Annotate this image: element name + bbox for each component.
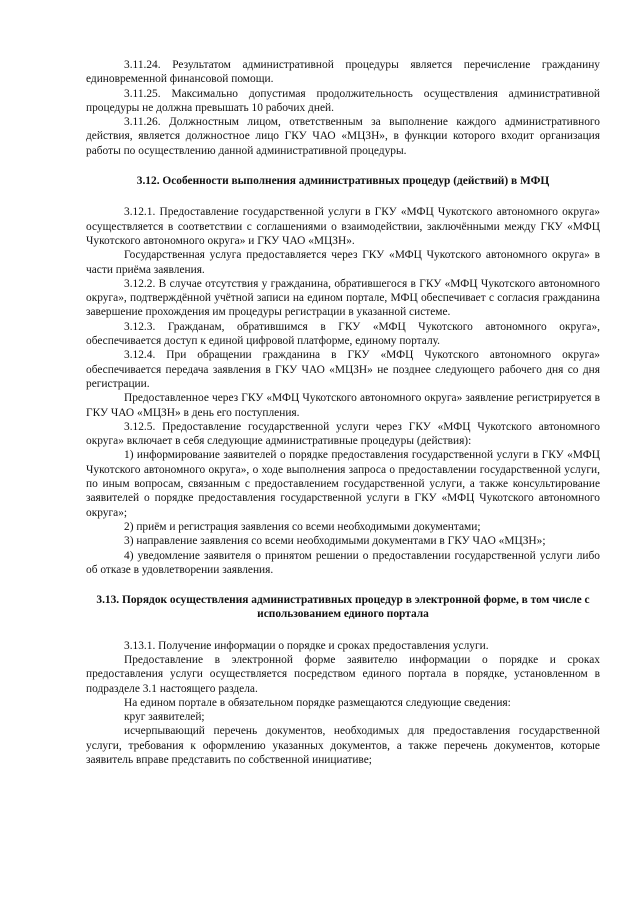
list-item-4: 4) уведомление заявителя о принятом решении о предоставлении государственной услуги либо об отказе в удовлетворении заявления. xyxy=(86,549,600,576)
paragraph-3-11-24: 3.11.24. Результатом административной процедуры является перечисление гражданину единовременной финансовой помощи. xyxy=(86,59,600,86)
spacer xyxy=(86,158,600,174)
paragraph-3-12-1: 3.12.1. Предоставление государственной услуги в ГКУ «МФЦ Чукотского автономного округа» осуществляется в соответствии с соглашениями о взаимодействии, заключёнными между ГКУ «МФЦ Чукотского автономного округа» и ГКУ ЧАО «МЦЗН». xyxy=(86,206,600,247)
section-heading-3-13: 3.13. Порядок осуществления административных процедур в электронной форме, в том числе с использованием единого портала xyxy=(96,594,590,621)
paragraph: Предоставление в электронной форме заявителю информации о порядке и сроках предоставления услуги осуществляется посредством единого портала в порядке, установленном в подразделе 3.1 настоящего раздела. xyxy=(86,653,600,695)
list-item-2: 2) приём и регистрация заявления со всеми необходимыми документами; xyxy=(124,520,481,533)
list-item-1: 1) информирование заявителей о порядке предоставления государственной услуги в ГКУ «МФЦ Чукотского автономного округа», о ходе выполнения запроса о предоставлении государственной услуги, по иным вопросам, связанным с предоставлением государственной услуги, а также консультирование заявителей о порядке предоставления государственной услуги в ГКУ «МФЦ Чукотского автономного округа»; xyxy=(86,449,600,519)
paragraph-3-11-25: 3.11.25. Максимально допустимая продолжительность осуществления административной процедуры не должна превышать 10 рабочих дней. xyxy=(86,87,600,114)
paragraph-3-13-1: 3.13.1. Получение информации о порядке и сроках предоставления услуги. xyxy=(124,639,489,652)
paragraph: На едином портале в обязательном порядке размещаются следующие сведения: xyxy=(124,696,511,709)
document-page xyxy=(86,58,600,767)
spacer xyxy=(86,188,600,205)
list-item-3: 3) направление заявления со всеми необходимыми документами в ГКУ ЧАО «МЦЗН»; xyxy=(124,535,546,548)
spacer xyxy=(86,577,600,593)
paragraph-3-12-5: 3.12.5. Предоставление государственной услуги через ГКУ «МФЦ Чукотского автономного округа» включает в себя следующие административные процедуры (действия): xyxy=(86,420,600,448)
paragraph: круг заявителей; xyxy=(124,711,205,724)
paragraph-3-11-26: 3.11.26. Должностным лицом, ответственным за выполнение каждого административного действия, является должностное лицо ГКУ ЧАО «МЦЗН», в функции которого входит организация работы по осуществлению данной административной процедуры. xyxy=(86,116,600,157)
paragraph-3-12-3: 3.12.3. Гражданам, обратившимся в ГКУ «МФЦ Чукотского автономного округа», обеспечивается доступ к единой цифровой платформе, единому порталу. xyxy=(86,320,600,348)
spacer xyxy=(86,622,600,639)
paragraph: Предоставленное через ГКУ «МФЦ Чукотского автономного округа» заявление регистрируется в ГКУ ЧАО «МЦЗН» в день его поступления. xyxy=(86,392,600,419)
paragraph-3-12-2: 3.12.2. В случае отсутствия у гражданина, обратившегося в ГКУ «МФЦ Чукотского автономного округа», подтверждённой учётной записи на едином портале, МФЦ обеспечивает с согласия гражданина завершение прохождения им процедуры регистрации в указанной системе. xyxy=(86,277,600,319)
paragraph: исчерпывающий перечень документов, необходимых для предоставления государственной услуги, требования к оформлению указанных документов, а также перечень документов, которые заявитель вправе представить по собственной инициативе; xyxy=(86,725,600,767)
section-heading-3-12: 3.12. Особенности выполнения административных процедур (действий) в МФЦ xyxy=(136,175,550,188)
paragraph-3-12-4: 3.12.4. При обращении гражданина в ГКУ «МФЦ Чукотского автономного округа» обеспечивается передача заявления в ГКУ ЧАО «МЦЗН» не позднее следующего рабочего дня со дня регистрации. xyxy=(86,349,600,390)
paragraph: Государственная услуга предоставляется через ГКУ «МФЦ Чукотского автономного округа» в части приёма заявления. xyxy=(86,249,600,276)
